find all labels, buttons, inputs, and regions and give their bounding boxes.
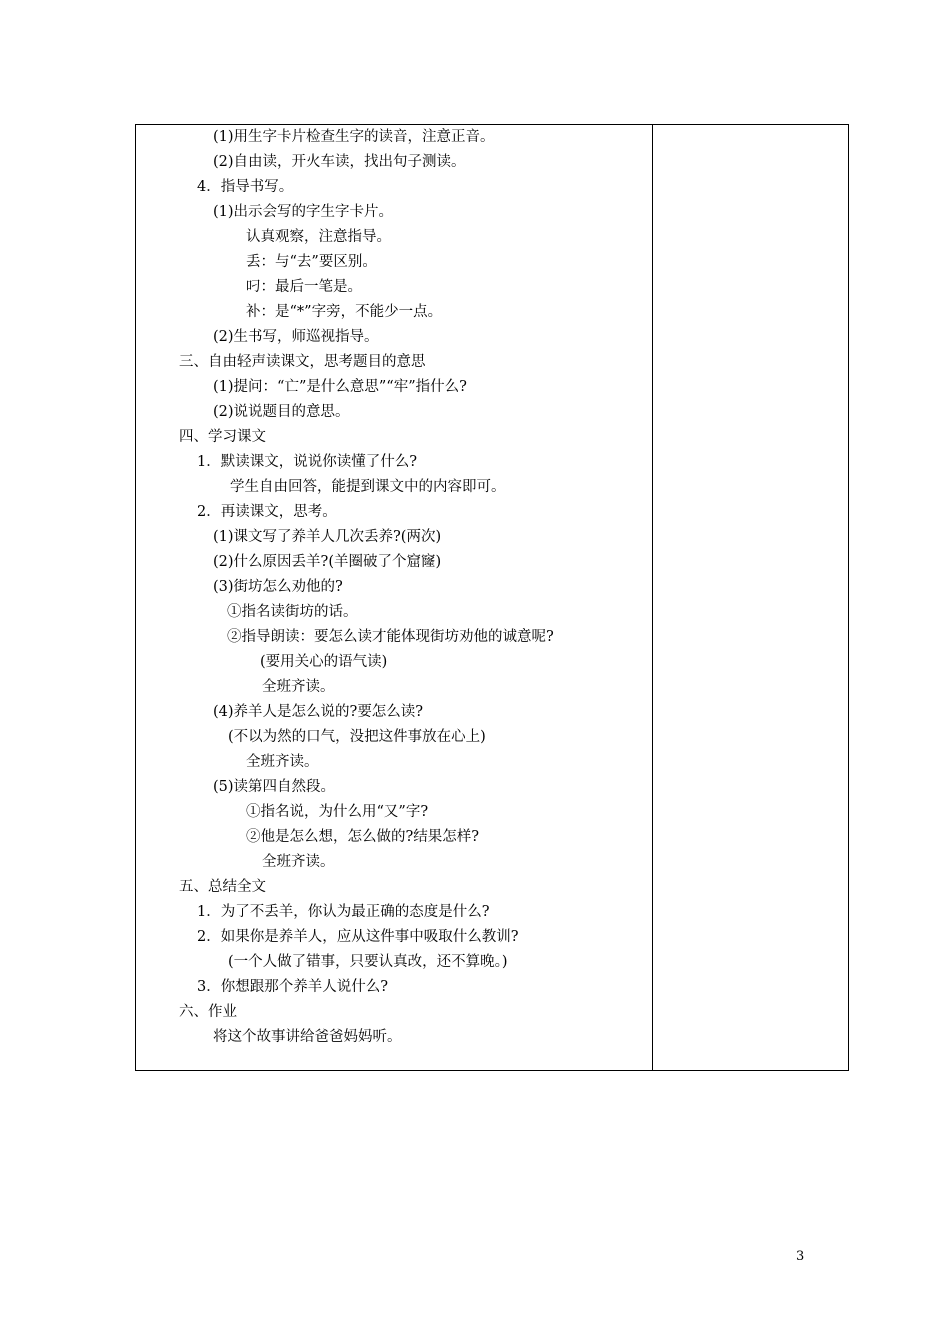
lesson-line: 3．你想跟那个养羊人说什么? xyxy=(197,979,388,995)
lesson-line: 2．再读课文，思考。 xyxy=(197,504,337,520)
lesson-line: (5)读第四自然段。 xyxy=(213,779,336,795)
lesson-line: 丢：与“去”要区别。 xyxy=(246,254,377,270)
lesson-line: ①指名读街坊的话。 xyxy=(227,604,358,620)
lesson-line: (1)用生字卡片检查生字的读音，注意正音。 xyxy=(213,129,495,145)
section-heading: 六、作业 xyxy=(179,1004,237,1020)
lesson-line: 1．默读课文，说说你读懂了什么? xyxy=(197,454,417,470)
column-divider xyxy=(652,125,653,1070)
lesson-line: ①指名说，为什么用“又”字? xyxy=(246,804,429,820)
lesson-line: 补：是“*”字旁，不能少一点。 xyxy=(246,304,443,320)
page-number: 3 xyxy=(796,1249,805,1264)
section-heading: 三、自由轻声读课文，思考题目的意思 xyxy=(179,354,426,370)
lesson-line: (4)养羊人是怎么说的?要怎么读? xyxy=(213,704,424,720)
lesson-line: (2)什么原因丢羊?(羊圈破了个窟窿) xyxy=(213,554,442,570)
lesson-line: (要用关心的语气读) xyxy=(260,654,388,670)
lesson-line: (3)街坊怎么劝他的? xyxy=(213,579,343,595)
lesson-line: 全班齐读。 xyxy=(262,679,335,695)
lesson-line: (1)提问：“亡”是什么意思”“牢”指什么? xyxy=(213,379,467,395)
lesson-line: (1)出示会写的字生字卡片。 xyxy=(213,204,394,220)
lesson-line: ②指导朗读：要怎么读才能体现街坊劝他的诚意呢? xyxy=(227,629,554,645)
lesson-line: (2)生书写，师巡视指导。 xyxy=(213,329,379,345)
lesson-line: 4．指导书写。 xyxy=(197,179,294,195)
lesson-line: ②他是怎么想，怎么做的?结果怎样? xyxy=(246,829,480,845)
lesson-line: 将这个故事讲给爸爸妈妈听。 xyxy=(213,1029,402,1045)
lesson-line: (2)说说题目的意思。 xyxy=(213,404,350,420)
lesson-line: (一个人做了错事，只要认真改，还不算晚。) xyxy=(228,954,508,970)
lesson-line: 1．为了不丢羊，你认为最正确的态度是什么? xyxy=(197,904,490,920)
lesson-line: 全班齐读。 xyxy=(246,754,319,770)
lesson-line: 全班齐读。 xyxy=(262,854,335,870)
lesson-line: (1)课文写了养羊人几次丢养?(两次) xyxy=(213,529,442,545)
section-heading: 五、总结全文 xyxy=(179,879,266,895)
lesson-line: (不以为然的口气，没把这件事放在心上) xyxy=(228,729,486,745)
section-heading: 四、学习课文 xyxy=(179,429,266,445)
lesson-line: 认真观察，注意指导。 xyxy=(246,229,391,245)
lesson-line: 叼：最后一笔是。 xyxy=(246,279,362,295)
lesson-line: (2)自由读，开火车读，找出句子测读。 xyxy=(213,154,466,170)
lesson-line: 学生自由回答，能提到课文中的内容即可。 xyxy=(230,479,506,495)
lesson-table xyxy=(135,124,849,1071)
lesson-line: 2．如果你是养羊人，应从这件事中吸取什么教训? xyxy=(197,929,519,945)
